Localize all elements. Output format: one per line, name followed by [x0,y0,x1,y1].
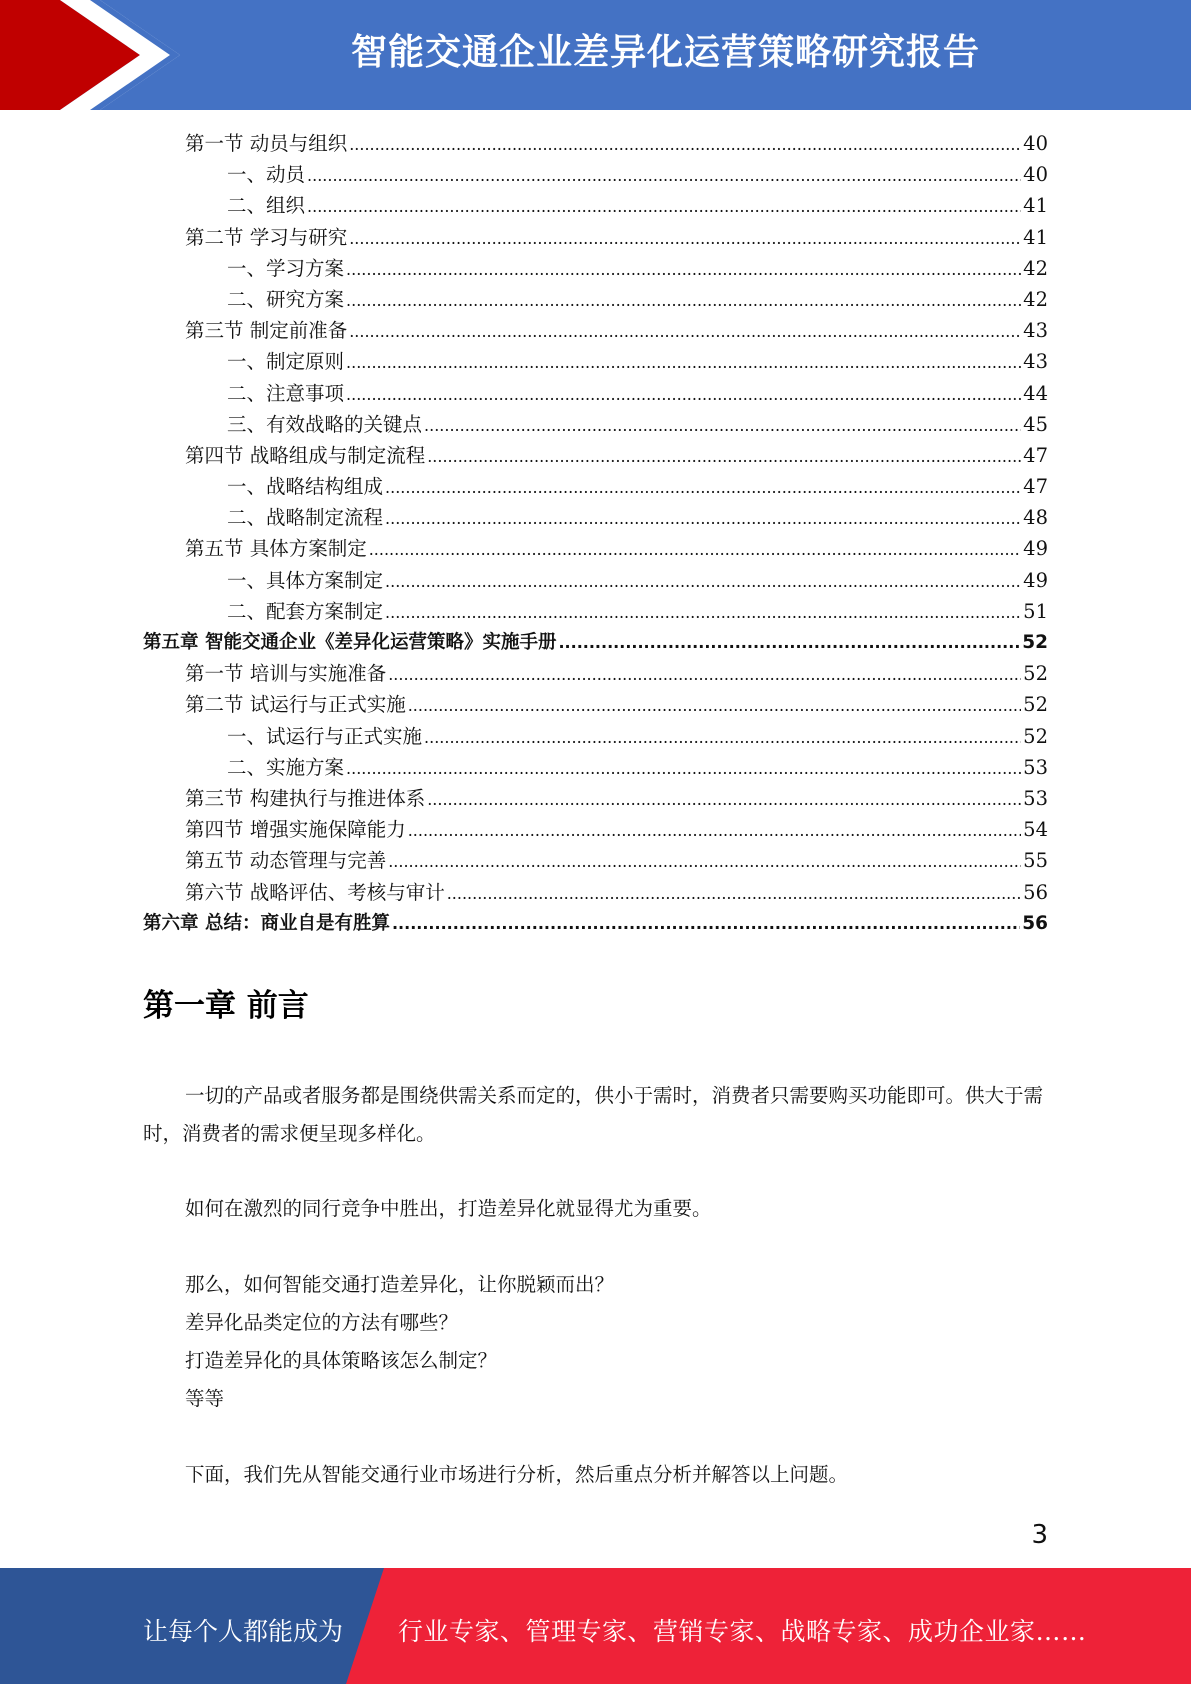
toc-dot-leader [349,222,1021,254]
toc-dot-leader [307,190,1021,222]
toc-entry-page: 55 [1023,849,1048,873]
toc-entry-page: 49 [1023,537,1048,561]
toc-entry[interactable] [143,752,1048,783]
toc-entry-label: 二、配套方案制定 [227,599,384,623]
toc-entry-label: 第六节 战略评估、考核与审计 [185,880,445,904]
toc-entry-label: 第四节 战略组成与制定流程 [185,443,426,467]
toc-dot-leader [427,783,1021,815]
toc-entry-page: 48 [1023,506,1048,530]
toc-entry[interactable] [143,502,1048,533]
toc-entry[interactable] [143,409,1048,440]
question-1: 那么，如何智能交通打造差异化，让你脱颖而出？ [185,1273,615,1296]
toc-entry-label: 第二节 学习与研究 [185,225,348,249]
toc-entry-page: 56 [1023,880,1048,904]
toc-entry-label: 第一节 动员与组织 [185,132,348,155]
toc-entry-page: 49 [1023,568,1048,592]
toc-entry-label: 二、研究方案 [227,287,345,311]
toc-entry-label: 第二节 试运行与正式实施 [185,693,406,717]
toc-entry[interactable] [143,596,1048,627]
toc-entry[interactable] [143,440,1048,471]
toc-entry[interactable] [143,721,1048,752]
toc-dot-leader [385,502,1021,534]
toc-entry-label: 第一节 培训与实施准备 [185,662,387,686]
toc-entry-label: 第三节 构建执行与推进体系 [185,786,426,810]
page-header [0,0,1191,110]
toc-entry-page: 53 [1023,786,1048,810]
toc-entry-label: 二、组织 [227,194,306,218]
toc-entry-page: 53 [1023,755,1048,779]
question-2: 差异化品类定位的方法有哪些？ [185,1311,459,1334]
paragraph-1: 一切的产品或者服务都是围绕供需关系而定的，供小于需时，消费者只需要购买功能即可。供大于需时，消费者的需求便呈现多样化。 [143,1084,1044,1145]
toc-entry[interactable] [143,565,1048,596]
toc-entry-label: 二、战略制定流程 [227,506,384,530]
toc-entry-page: 52 [1023,693,1048,717]
toc-entry[interactable] [143,877,1048,908]
toc-entry[interactable] [143,190,1048,221]
toc-entry[interactable] [143,689,1048,720]
toc-entry-label: 第五节 动态管理与完善 [185,849,387,873]
toc-entry[interactable] [143,378,1048,409]
toc-dot-leader [388,658,1021,690]
question-3: 打造差异化的具体策略该怎么制定？ [185,1349,498,1372]
question-4: 等等 [185,1387,225,1410]
toc-entry[interactable] [143,627,1048,658]
toc-entry-page: 52 [1023,662,1048,686]
toc-entry-label: 一、学习方案 [227,256,345,280]
toc-dot-leader [408,689,1021,721]
toc-entry-label: 第五章 智能交通企业《差异化运营策略》实施手册 [143,632,557,653]
toc-dot-leader [349,128,1021,160]
toc-entry[interactable] [143,908,1048,939]
toc-dot-leader [558,627,1020,658]
toc-entry[interactable] [143,471,1048,502]
toc-entry-page: 41 [1023,225,1048,249]
table-of-contents [143,128,1048,939]
toc-dot-leader [427,440,1021,472]
toc-entry-page: 40 [1023,132,1048,155]
toc-entry-page: 42 [1023,256,1048,280]
toc-entry[interactable] [143,315,1048,346]
toc-entry-page: 42 [1023,287,1048,311]
toc-dot-leader [408,814,1021,846]
chapter-title: 第一章 前言 [143,988,309,1024]
toc-entry[interactable] [143,128,1048,159]
toc-entry[interactable] [143,533,1048,564]
toc-dot-leader [369,533,1021,565]
header-title: 智能交通企业差异化运营策略研究报告 [350,32,980,73]
toc-dot-leader [385,471,1021,503]
toc-entry-page: 40 [1023,163,1048,187]
toc-entry[interactable] [143,159,1048,190]
toc-dot-leader [385,565,1021,597]
toc-dot-leader [385,596,1021,628]
toc-entry-label: 一、试运行与正式实施 [227,724,423,748]
toc-entry-label: 二、注意事项 [227,381,345,405]
toc-entry-label: 第五节 具体方案制定 [185,537,367,561]
toc-entry-label: 第六章 总结：商业自是有胜算 [143,912,390,934]
page-footer [0,1568,1191,1684]
paragraph-3: 下面，我们先从智能交通行业市场进行分析，然后重点分析并解答以上问题。 [185,1463,849,1486]
toc-dot-leader [392,908,1020,939]
toc-entry-page: 47 [1023,443,1048,467]
toc-entry-label: 一、动员 [227,163,306,187]
toc-entry-page: 54 [1023,818,1048,842]
toc-entry[interactable] [143,783,1048,814]
toc-dot-leader [346,253,1021,285]
toc-entry-label: 一、具体方案制定 [227,568,384,592]
toc-dot-leader [346,752,1021,784]
toc-entry-label: 第四节 增强实施保障能力 [185,818,406,842]
toc-dot-leader [388,845,1021,877]
toc-dot-leader [307,159,1021,191]
toc-dot-leader [349,315,1021,347]
toc-entry[interactable] [143,814,1048,845]
toc-entry-page: 47 [1023,475,1048,499]
toc-entry[interactable] [143,222,1048,253]
toc-entry[interactable] [143,284,1048,315]
toc-dot-leader [424,721,1021,753]
footer-tagline: 行业专家、管理专家、营销专家、战略专家、成功企业家…… [398,1617,1087,1646]
toc-entry-page: 52 [1023,724,1048,748]
toc-dot-leader [346,284,1021,316]
toc-entry-label: 二、实施方案 [227,755,345,779]
toc-entry-page: 43 [1023,319,1048,343]
page-number: 3 [1031,1520,1048,1550]
paragraph-2: 如何在激烈的同行竞争中胜出，打造差异化就显得尤为重要。 [185,1197,712,1220]
footer-slogan: 让每个人都能成为 [143,1617,344,1646]
toc-entry[interactable] [143,346,1048,377]
toc-entry-page: 45 [1023,412,1048,436]
toc-entry-label: 一、战略结构组成 [227,475,384,499]
toc-entry-page: 44 [1023,381,1048,405]
toc-entry-label: 一、制定原则 [227,350,345,374]
toc-entry-page: 43 [1023,350,1048,374]
toc-entry-page: 56 [1022,912,1048,934]
toc-entry-page: 51 [1023,599,1048,623]
toc-entry[interactable] [143,253,1048,284]
toc-entry-label: 第三节 制定前准备 [185,319,348,343]
toc-entry-label: 三、有效战略的关键点 [227,412,423,436]
toc-entry-page: 41 [1023,194,1048,218]
toc-dot-leader [424,409,1021,441]
toc-entry-page: 52 [1022,632,1048,653]
toc-entry[interactable] [143,845,1048,876]
toc-dot-leader [346,378,1021,410]
toc-dot-leader [447,877,1021,909]
toc-entry[interactable] [143,658,1048,689]
toc-dot-leader [346,346,1021,378]
